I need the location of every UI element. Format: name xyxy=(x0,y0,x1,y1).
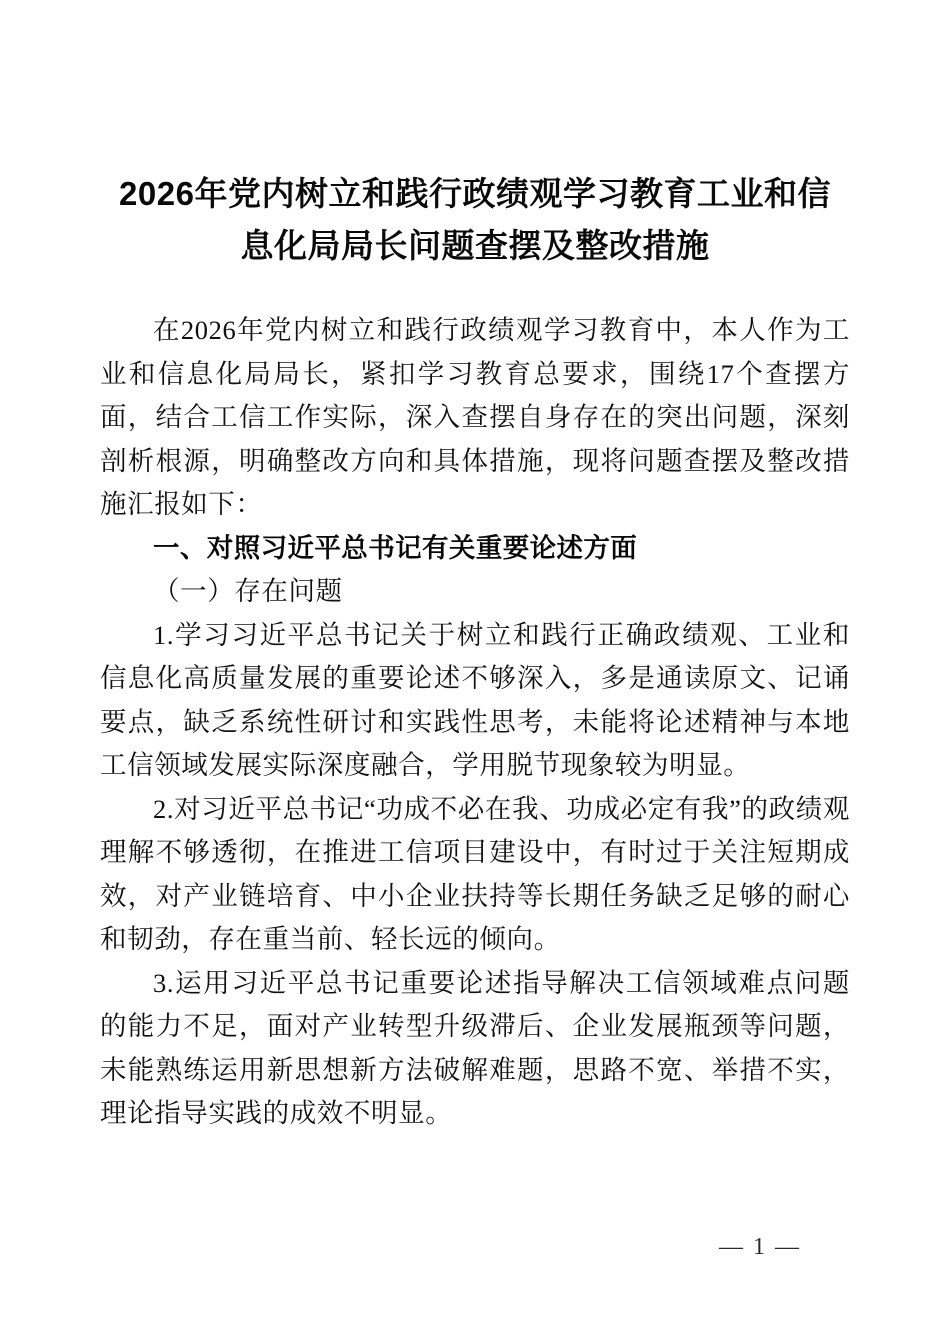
subsection-heading-existing-problems: （一）存在问题 xyxy=(153,576,343,606)
page-title: 2026年党内树立和践行政绩观学习教育工业和信息化局局长问题查摆及整改措施 xyxy=(119,175,831,264)
list-item: 1.学习习近平总书记关于树立和践行正确政绩观、工业和信息化高质量发展的重要论述不够深入，多是通读原文、记诵要点，缺乏系统性研讨和实践性思考，未能将论述精神与本地工信领域发展实际深度融合，学用脱节现象较为明显。 xyxy=(100,619,850,780)
list-item: 2.对习近平总书记“功成不必在我、功成必定有我”的政绩观理解不够透彻，在推进工信项目建设中，有时过于关注短期成效，对产业链培育、中小企业扶持等长期任务缺乏足够的耐心和韧劲，存在重当前、轻长远的倾向。 xyxy=(100,793,850,954)
section-heading-1: 一、对照习近平总书记有关重要论述方面 xyxy=(153,532,638,563)
page-footer xyxy=(0,1232,950,1262)
list-item: 3.运用习近平总书记重要论述指导解决工信领域难点问题的能力不足，面对产业转型升级滞后、企业发展瓶颈等问题，未能熟练运用新思想新方法破解难题，思路不宽、举措不实，理论指导实践的成效不明显。 xyxy=(100,967,850,1128)
page-content xyxy=(100,168,850,1136)
lead-paragraph: 在2026年党内树立和践行政绩观学习教育中，本人作为工业和信息化局局长，紧扣学习教育总要求，围绕17个查摆方面，结合工信工作实际，深入查摆自身存在的突出问题，深刻剖析根源，明确整改方向和具体措施，现将问题查摆及整改措施汇报如下： xyxy=(100,315,850,519)
page-number: — 1 — xyxy=(719,1234,801,1260)
